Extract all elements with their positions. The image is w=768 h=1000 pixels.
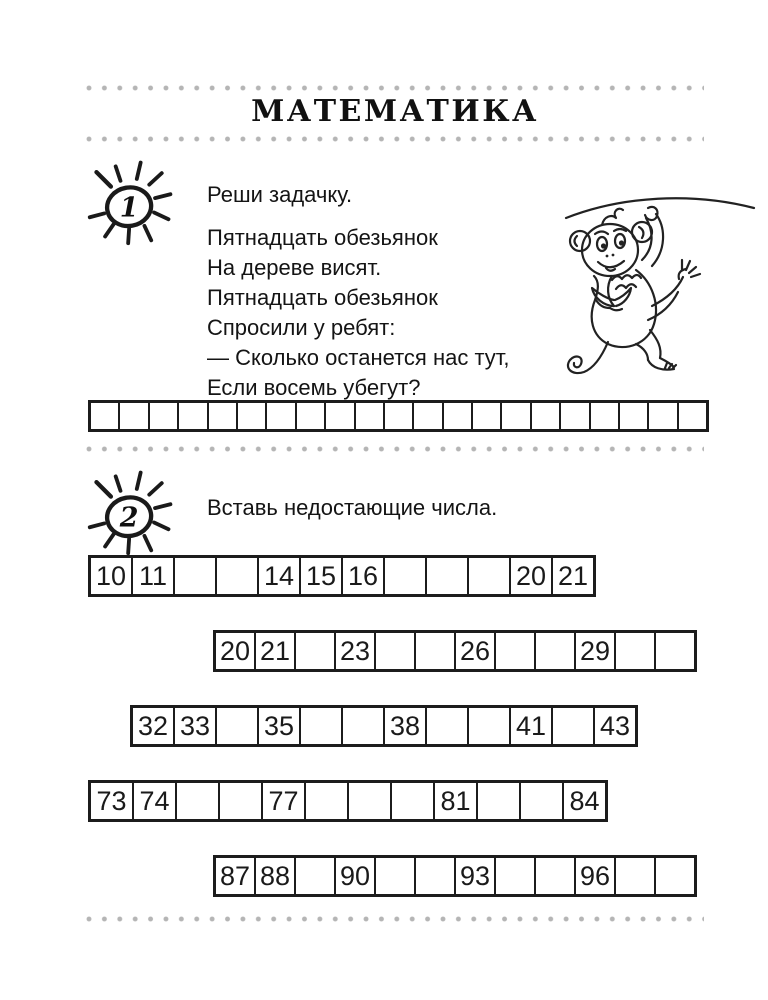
monkey-illustration — [552, 178, 764, 396]
number-cell-empty[interactable] — [468, 707, 510, 746]
number-cell-filled: 16 — [342, 557, 384, 596]
task2-sun-badge — [84, 462, 180, 558]
number-cell-empty[interactable] — [384, 557, 426, 596]
number-cell-empty[interactable] — [415, 857, 455, 896]
answer-cell[interactable] — [648, 402, 677, 431]
number-cell-filled: 11 — [132, 557, 174, 596]
answer-cell[interactable] — [119, 402, 148, 431]
number-cell-filled: 43 — [594, 707, 637, 746]
answer-row-cells — [90, 402, 708, 431]
task1-poem — [207, 223, 510, 403]
number-cell-filled: 20 — [215, 632, 256, 671]
answer-row — [88, 400, 709, 432]
number-cell-filled: 88 — [255, 857, 295, 896]
answer-cell[interactable] — [619, 402, 648, 431]
answer-cell[interactable] — [531, 402, 560, 431]
number-cell-filled: 14 — [258, 557, 300, 596]
answer-cell[interactable] — [590, 402, 619, 431]
number-cell-filled: 38 — [384, 707, 426, 746]
number-cell-filled: 21 — [552, 557, 595, 596]
number-cell-empty[interactable] — [426, 707, 468, 746]
number-cell-filled: 26 — [455, 632, 495, 671]
number-cell-filled: 35 — [258, 707, 300, 746]
number-cell-filled: 90 — [335, 857, 375, 896]
answer-cell[interactable] — [355, 402, 384, 431]
number-cell-empty[interactable] — [615, 632, 655, 671]
number-cell-empty[interactable] — [495, 632, 535, 671]
answer-cell[interactable] — [384, 402, 413, 431]
number-cell-empty[interactable] — [342, 707, 384, 746]
task1-sun-badge — [84, 152, 180, 248]
answer-cell[interactable] — [296, 402, 325, 431]
number-cell-filled: 20 — [510, 557, 552, 596]
number-cell-filled: 73 — [90, 782, 134, 821]
number-cell-empty[interactable] — [348, 782, 391, 821]
task1-number: 1 — [119, 192, 139, 224]
answer-cell[interactable] — [560, 402, 589, 431]
answer-cell[interactable] — [237, 402, 266, 431]
answer-cell[interactable] — [443, 402, 472, 431]
number-cell-empty[interactable] — [520, 782, 563, 821]
number-cell-filled: 74 — [133, 782, 176, 821]
answer-cell[interactable] — [325, 402, 354, 431]
number-row-3 — [130, 705, 638, 747]
number-cell-empty[interactable] — [375, 632, 415, 671]
number-cell-filled: 15 — [300, 557, 342, 596]
number-cell-filled: 29 — [575, 632, 615, 671]
dotted-divider-bottom — [86, 916, 704, 922]
number-cell-empty[interactable] — [300, 707, 342, 746]
number-cell-filled: 81 — [434, 782, 477, 821]
poem-line: Пятнадцать обезьянок — [207, 285, 438, 310]
number-cell-empty[interactable] — [391, 782, 434, 821]
answer-cell[interactable] — [413, 402, 442, 431]
number-cell-filled: 23 — [335, 632, 375, 671]
poem-line: Если восемь убегут? — [207, 375, 421, 400]
number-cell-filled: 21 — [255, 632, 295, 671]
number-cell-filled: 93 — [455, 857, 495, 896]
number-cell-empty[interactable] — [477, 782, 520, 821]
answer-cell[interactable] — [208, 402, 237, 431]
number-row-5 — [213, 855, 697, 897]
number-cell-empty[interactable] — [426, 557, 468, 596]
number-cell-empty[interactable] — [295, 857, 335, 896]
poem-line: Спросили у ребят: — [207, 315, 396, 340]
poem-line: — Сколько останется нас тут, — [207, 345, 510, 370]
page-title: МАТЕМАТИКА — [251, 94, 539, 129]
number-cell-empty[interactable] — [305, 782, 348, 821]
number-cell-empty[interactable] — [535, 857, 575, 896]
number-cell-filled: 84 — [563, 782, 607, 821]
number-cell-filled: 10 — [90, 557, 133, 596]
dotted-divider-top — [86, 85, 704, 91]
task2-instruction: Вставь недостающие числа. — [207, 495, 498, 520]
answer-cell[interactable] — [266, 402, 295, 431]
number-cell-empty[interactable] — [655, 857, 696, 896]
dotted-divider-middle — [86, 446, 704, 452]
number-cell-filled: 41 — [510, 707, 552, 746]
number-cell-filled: 77 — [262, 782, 305, 821]
number-cell-empty[interactable] — [216, 707, 258, 746]
number-cell-filled: 96 — [575, 857, 615, 896]
number-cell-empty[interactable] — [552, 707, 594, 746]
number-cell-filled: 87 — [215, 857, 256, 896]
answer-cell[interactable] — [149, 402, 178, 431]
answer-cell[interactable] — [178, 402, 207, 431]
number-cell-empty[interactable] — [174, 557, 216, 596]
number-cell-empty[interactable] — [375, 857, 415, 896]
poem-line: На дереве висят. — [207, 255, 382, 280]
number-row-4 — [88, 780, 608, 822]
number-cell-empty[interactable] — [176, 782, 219, 821]
answer-cell[interactable] — [90, 402, 120, 431]
answer-cell[interactable] — [678, 402, 708, 431]
number-cell-empty[interactable] — [615, 857, 655, 896]
task1-instruction: Реши задачку. — [207, 182, 353, 207]
task2-number: 2 — [119, 502, 139, 534]
number-cell-empty[interactable] — [655, 632, 696, 671]
answer-cell[interactable] — [501, 402, 530, 431]
number-cell-empty[interactable] — [219, 782, 262, 821]
number-cell-empty[interactable] — [495, 857, 535, 896]
poem-line: Пятнадцать обезьянок — [207, 225, 438, 250]
number-cell-empty[interactable] — [216, 557, 258, 596]
number-cell-filled: 33 — [174, 707, 216, 746]
number-cell-empty[interactable] — [415, 632, 455, 671]
number-cell-empty[interactable] — [295, 632, 335, 671]
number-row-2 — [213, 630, 697, 672]
number-row-1 — [88, 555, 596, 597]
number-cell-filled: 32 — [132, 707, 175, 746]
dotted-divider-under-title — [86, 136, 704, 142]
answer-cell[interactable] — [472, 402, 501, 431]
number-cell-empty[interactable] — [468, 557, 510, 596]
number-cell-empty[interactable] — [535, 632, 575, 671]
